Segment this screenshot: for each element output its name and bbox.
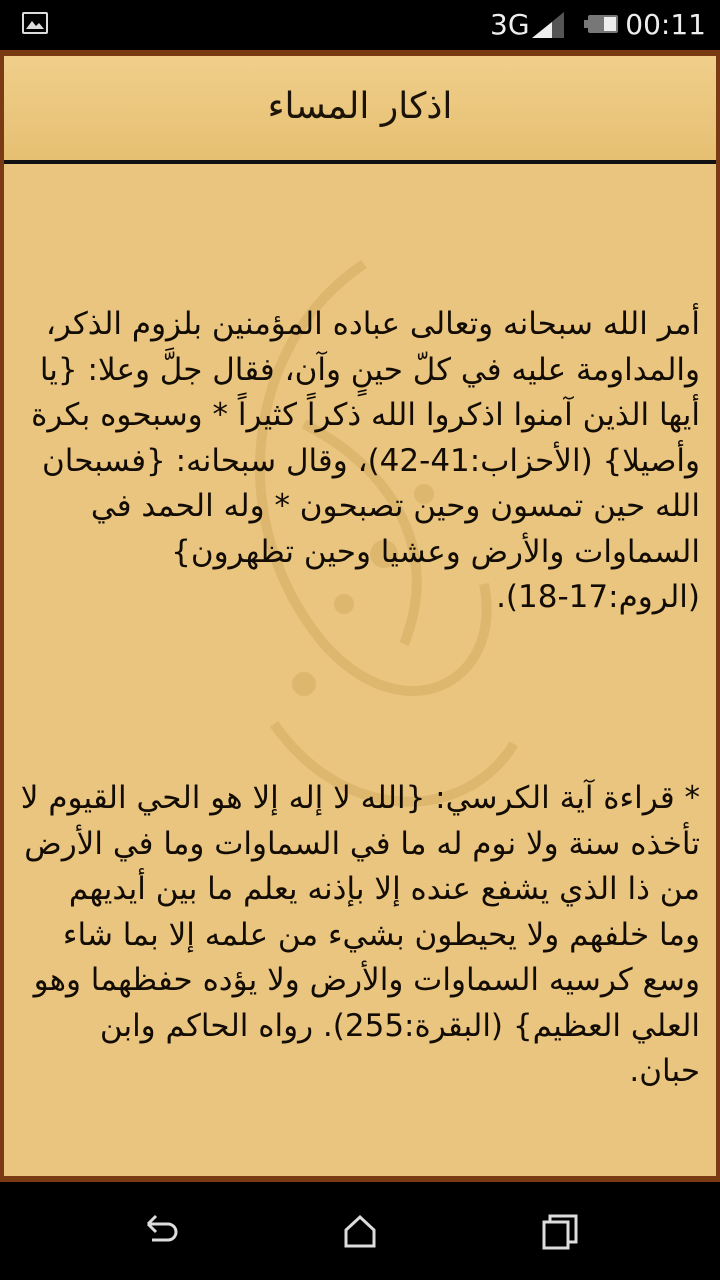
intro-paragraph: أمر الله سبحانه وتعالى عباده المؤمنين بلزوم الذكر، والمداومة عليه في كلّ حينٍ وآن، فقال جلَّ وعلا: {يا أيها الذين آمنوا اذكروا الله ذكراً كثيراً * وسبحوه بكرة وأصيلا} (الأحزاب:41-42)، وقال سبحانه: {فسبحان الله حين تمسون وحين تصبحون * وله الحمد في السماوات والأرض وعشيا وحين تظهرون} (الروم:17-18). bbox=[31, 306, 700, 615]
home-icon[interactable] bbox=[340, 1212, 380, 1252]
page-title: اذكار المساء bbox=[267, 86, 453, 127]
content-area[interactable] bbox=[4, 164, 716, 1176]
gallery-notification-icon bbox=[22, 12, 48, 34]
header-bar bbox=[4, 56, 716, 164]
status-bar bbox=[0, 0, 720, 50]
navigation-bar bbox=[0, 1182, 720, 1280]
signal-icon bbox=[532, 12, 564, 38]
back-icon[interactable] bbox=[140, 1212, 180, 1252]
clock: 00:11 bbox=[625, 8, 706, 41]
network-type: 3G bbox=[490, 8, 530, 41]
battery-icon bbox=[584, 13, 620, 35]
app-window bbox=[0, 50, 720, 1182]
recents-icon[interactable] bbox=[540, 1212, 580, 1252]
ayat-alkursi-paragraph: * قراءة آية الكرسي: {الله لا إله إلا هو الحي القيوم لا تأخذه سنة ولا نوم له ما في السماوات وما في الأرض من ذا الذي يشفع عنده إلا بإذنه يعلم ما بين أيديهم وما خلفهم ولا يحيطون بشيء من علمه إلا بما شاء وسع كرسيه السماوات والأرض ولا يؤده حفظهما وهو العلي العظيم} (البقرة:255). رواه الحاكم وابن حبان. bbox=[20, 780, 700, 1089]
